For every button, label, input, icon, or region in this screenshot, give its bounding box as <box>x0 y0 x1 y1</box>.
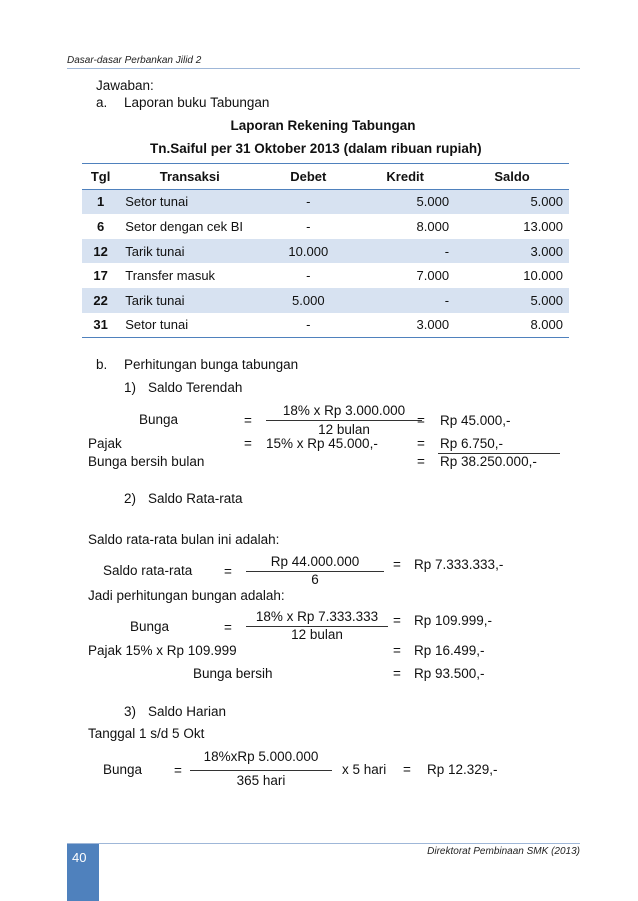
cell-transaksi: Tarik tunai <box>119 239 260 264</box>
m2-pajak-label: Pajak 15% x Rp 109.999 <box>88 643 237 658</box>
table-row <box>82 214 569 239</box>
cell-tgl: 6 <box>97 218 105 234</box>
m2-bersih-eq: = <box>393 666 401 681</box>
cell-kredit: - <box>356 288 455 313</box>
m1-result-eq: = <box>417 413 425 428</box>
m3-bunga-eq: = <box>174 763 182 778</box>
section-b-marker: b. <box>96 357 108 372</box>
m2-bersih-result: Rp 93.500,- <box>414 666 485 681</box>
header-rule <box>67 68 580 69</box>
cell-transaksi: Setor tunai <box>119 189 260 214</box>
col-header-saldo: Saldo <box>455 164 569 190</box>
cell-saldo: 10.000 <box>523 268 563 284</box>
section-b-title: Perhitungan bunga tabungan <box>124 357 299 372</box>
m1-bunga-label: Bunga <box>139 412 179 427</box>
m1-pajak-expr: 15% x Rp 45.000,- <box>266 436 378 451</box>
m1-equals: = <box>244 413 252 428</box>
cell-saldo: 5.000 <box>455 288 569 313</box>
m1-pajak-eq: = <box>244 436 252 451</box>
m2-jadi: Jadi perhitungan bungan adalah: <box>88 588 285 603</box>
cell-tgl: 17 <box>93 268 108 284</box>
report-title: Laporan Rekening Tabungan <box>230 118 416 133</box>
table-row <box>82 263 569 288</box>
m2-pajak-result: Rp 16.499,- <box>414 643 485 658</box>
col-header-kredit: Kredit <box>356 164 455 190</box>
method-3-title: Saldo Harian <box>148 704 227 719</box>
m2-bunga-eq: = <box>224 620 232 635</box>
running-header: Dasar-dasar Perbankan Jilid 2 <box>67 55 202 66</box>
footer-rule <box>67 843 580 844</box>
m1-pajak-result: Rp 6.750,- <box>440 436 504 451</box>
cell-debet: - <box>306 268 311 284</box>
m3-range: Tanggal 1 s/d 5 Okt <box>88 726 205 741</box>
method-2-marker: 2) <box>124 491 137 506</box>
col-header-debet: Debet <box>260 164 356 190</box>
section-a-title: Laporan buku Tabungan <box>124 95 270 110</box>
m2-saldo-label: Saldo rata-rata <box>103 563 193 578</box>
col-header-tgl: Tgl <box>82 164 119 190</box>
cell-saldo: 13.000 <box>523 218 563 234</box>
cell-transaksi: Transfer masuk <box>125 268 216 284</box>
col-header-transaksi: Transaksi <box>119 164 260 190</box>
m1-numerator: 18% x Rp 3.000.000 <box>282 403 406 418</box>
m2-bunga-numerator: 18% x Rp 7.333.333 <box>255 609 379 624</box>
m1-bersih-label: Bunga bersih bulan <box>88 454 205 469</box>
footer-publisher: Direktorat Pembinaan SMK (2013) <box>427 846 580 857</box>
m2-saldo-result: Rp 7.333.333,- <box>414 557 504 572</box>
cell-transaksi: Setor dengan cek BI <box>125 218 244 234</box>
method-1-title: Saldo Terendah <box>148 380 243 395</box>
cell-debet: - <box>260 313 356 338</box>
m3-result-eq: = <box>403 762 411 777</box>
m2-bersih-label: Bunga bersih <box>193 666 273 681</box>
cell-tgl: 1 <box>82 189 119 214</box>
m1-fraction-bar <box>266 420 422 421</box>
cell-transaksi: Tarik tunai <box>119 288 260 313</box>
m2-bunga-label: Bunga <box>130 619 170 634</box>
cell-kredit: 3.000 <box>356 313 455 338</box>
m1-pajak-label: Pajak <box>88 436 122 451</box>
m2-bunga-result-eq: = <box>393 613 401 628</box>
savings-ledger-table <box>82 163 569 338</box>
cell-saldo: 5.000 <box>455 189 569 214</box>
table-row <box>82 313 569 338</box>
cell-debet: 10.000 <box>260 239 356 264</box>
method-3-marker: 3) <box>124 704 137 719</box>
cell-saldo: 8.000 <box>455 313 569 338</box>
m1-result: Rp 45.000,- <box>440 413 511 428</box>
m2-intro: Saldo rata-rata bulan ini adalah: <box>88 532 280 547</box>
m2-saldo-numerator: Rp 44.000.000 <box>270 554 360 569</box>
section-a-marker: a. <box>96 95 108 110</box>
m3-multiplier: x 5 hari <box>342 762 387 777</box>
m1-pajak-result-eq: = <box>417 436 425 451</box>
table-header-row <box>82 164 569 190</box>
m3-result: Rp 12.329,- <box>427 762 498 777</box>
cell-transaksi: Setor tunai <box>119 313 260 338</box>
table-row <box>82 239 569 264</box>
m2-saldo-eq: = <box>224 564 232 579</box>
cell-kredit: 5.000 <box>356 189 455 214</box>
m3-bunga-label: Bunga <box>103 762 143 777</box>
page-number-box <box>67 844 99 901</box>
cell-kredit: 8.000 <box>416 218 450 234</box>
report-subtitle: Tn.Saiful per 31 Oktober 2013 (dalam ribuan rupiah) <box>150 141 482 156</box>
m3-denominator: 365 hari <box>236 773 286 788</box>
table-row <box>82 189 569 214</box>
m3-numerator: 18%xRp 5.000.000 <box>203 749 319 764</box>
page-number: 40 <box>72 850 87 865</box>
cell-debet: - <box>306 218 311 234</box>
cell-saldo: 3.000 <box>455 239 569 264</box>
cell-tgl: 12 <box>82 239 119 264</box>
m2-bunga-result: Rp 109.999,- <box>414 613 493 628</box>
answer-label: Jawaban: <box>96 78 154 93</box>
cell-debet: 5.000 <box>260 288 356 313</box>
method-1-marker: 1) <box>124 380 137 395</box>
cell-kredit: 7.000 <box>416 268 450 284</box>
m2-saldo-result-eq: = <box>393 557 401 572</box>
cell-debet: - <box>260 189 356 214</box>
table-row <box>82 288 569 313</box>
m1-denominator: 12 bulan <box>318 422 370 437</box>
m1-bersih-eq: = <box>417 454 425 469</box>
cell-tgl: 31 <box>82 313 119 338</box>
method-2-title: Saldo Rata-rata <box>148 491 243 506</box>
cell-tgl: 22 <box>82 288 119 313</box>
cell-kredit: - <box>356 239 455 264</box>
m2-bunga-denominator: 12 bulan <box>291 627 343 642</box>
m2-saldo-denominator: 6 <box>311 572 319 587</box>
m2-pajak-eq: = <box>393 643 401 658</box>
m1-bersih-result: Rp 38.250.000,- <box>440 454 537 469</box>
m3-fraction-bar <box>190 770 332 771</box>
